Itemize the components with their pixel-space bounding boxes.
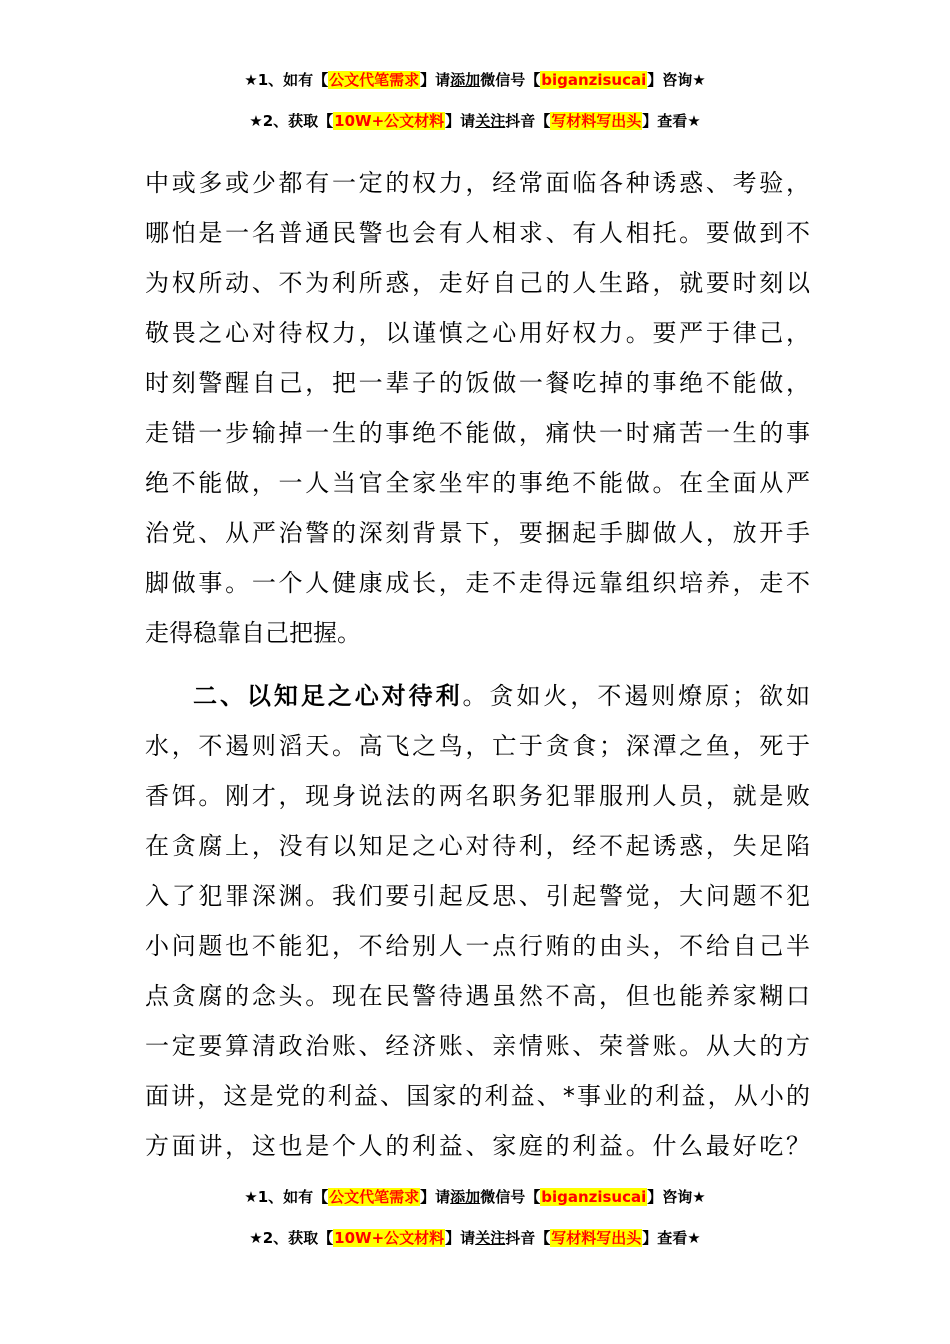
- banner-suffix: 】咨询: [647, 71, 693, 89]
- paragraph-1: [145, 158, 810, 658]
- banner-prefix: 2、获取【: [262, 1229, 334, 1247]
- text-line: 水，不遏则滔天。高飞之鸟，亡于贪食；深潭之鱼，死于: [145, 732, 810, 760]
- text-line: 方面讲，这也是个人的利益、家庭的利益。什么最好吃？: [145, 1132, 810, 1160]
- text-line: 哪怕是一名普通民警也会有人相求、有人相托。要做到不: [145, 219, 810, 247]
- text-line-first: [145, 671, 810, 721]
- banner-text: 】请: [445, 1229, 476, 1247]
- header-banner-line-1: [0, 70, 950, 90]
- text-line: 一定要算清政治账、经济账、亲情账、荣誉账。从大的方: [145, 1032, 810, 1060]
- heading-rest: 。贪如火，不遏则燎原；欲如: [462, 682, 811, 710]
- text-line: 时刻警醒自己，把一辈子的饭做一餐吃掉的事绝不能做，: [145, 369, 810, 397]
- banner-prefix: 1、如有【: [257, 71, 329, 89]
- banner-underlined: 添加: [450, 1188, 481, 1206]
- banner-suffix: 】查看: [642, 112, 688, 130]
- banner-suffix: 】咨询: [647, 1188, 693, 1206]
- star-icon: ★: [687, 1229, 701, 1247]
- star-icon: ★: [692, 1188, 706, 1206]
- banner-prefix: 2、获取【: [262, 112, 334, 130]
- text-line: 面讲，这是党的利益、国家的利益、*事业的利益，从小的: [145, 1082, 810, 1110]
- banner-underlined: 添加: [450, 71, 481, 89]
- banner-highlight-wechat-id: biganzisucai: [541, 71, 647, 89]
- banner-prefix: 1、如有【: [257, 1188, 329, 1206]
- text-line: 在贪腐上，没有以知足之心对待利，经不起诱惑，失足陷: [145, 832, 810, 860]
- text-line: 走错一步输掉一生的事绝不能做，痛快一时痛苦一生的事: [145, 419, 810, 447]
- banner-text: 】请: [420, 1188, 451, 1206]
- banner-text: 微信号【: [480, 71, 541, 89]
- section-heading: 二、以知足之心对待利: [193, 682, 463, 710]
- star-icon: ★: [244, 1188, 258, 1206]
- banner-suffix: 】查看: [642, 1229, 688, 1247]
- text-line: 为权所动、不为利所惑，走好自己的人生路，就要时刻以: [145, 269, 810, 297]
- footer-banner-line-1: [0, 1187, 950, 1207]
- text-line: 脚做事。一个人健康成长，走不走得远靠组织培养，走不: [145, 569, 810, 597]
- star-icon: ★: [249, 1229, 263, 1247]
- banner-highlight-douyin: 写材料写出头: [551, 112, 642, 130]
- banner-text: 抖音【: [505, 1229, 551, 1247]
- header-banner-line-2: [0, 111, 950, 131]
- text-line: 治党、从严治警的深刻背景下，要捆起手脚做人，放开手: [145, 519, 810, 547]
- text-line: 点贪腐的念头。现在民警待遇虽然不高，但也能养家糊口: [145, 982, 810, 1010]
- star-icon: ★: [249, 112, 263, 130]
- star-icon: ★: [692, 71, 706, 89]
- star-icon: ★: [687, 112, 701, 130]
- banner-text: 抖音【: [505, 112, 551, 130]
- paragraph-2: [145, 671, 810, 1171]
- star-icon: ★: [244, 71, 258, 89]
- text-line: 中或多或少都有一定的权力，经常面临各种诱惑、考验，: [145, 169, 810, 197]
- banner-highlight-service: 公文代笔需求: [329, 1188, 420, 1206]
- text-line: 走得稳靠自己把握。: [145, 619, 361, 647]
- banner-text: 】请: [420, 71, 451, 89]
- banner-highlight-materials: 10W+公文材料: [334, 112, 445, 130]
- text-line: 敬畏之心对待权力，以谨慎之心用好权力。要严于律己，: [145, 319, 810, 347]
- banner-highlight-materials: 10W+公文材料: [334, 1229, 445, 1247]
- banner-highlight-service: 公文代笔需求: [329, 71, 420, 89]
- text-line: 入了犯罪深渊。我们要引起反思、引起警觉，大问题不犯: [145, 882, 810, 910]
- footer-banner-line-2: [0, 1228, 950, 1248]
- text-line: 绝不能做，一人当官全家坐牢的事绝不能做。在全面从严: [145, 469, 810, 497]
- banner-text: 微信号【: [480, 1188, 541, 1206]
- banner-text: 】请: [445, 112, 476, 130]
- text-line: 小问题也不能犯，不给别人一点行贿的由头，不给自己半: [145, 932, 810, 960]
- banner-highlight-wechat-id: biganzisucai: [541, 1188, 647, 1206]
- banner-underlined: 关注: [475, 1229, 506, 1247]
- text-line: 香饵。刚才，现身说法的两名职务犯罪服刑人员，就是败: [145, 782, 810, 810]
- banner-highlight-douyin: 写材料写出头: [551, 1229, 642, 1247]
- banner-underlined: 关注: [475, 112, 506, 130]
